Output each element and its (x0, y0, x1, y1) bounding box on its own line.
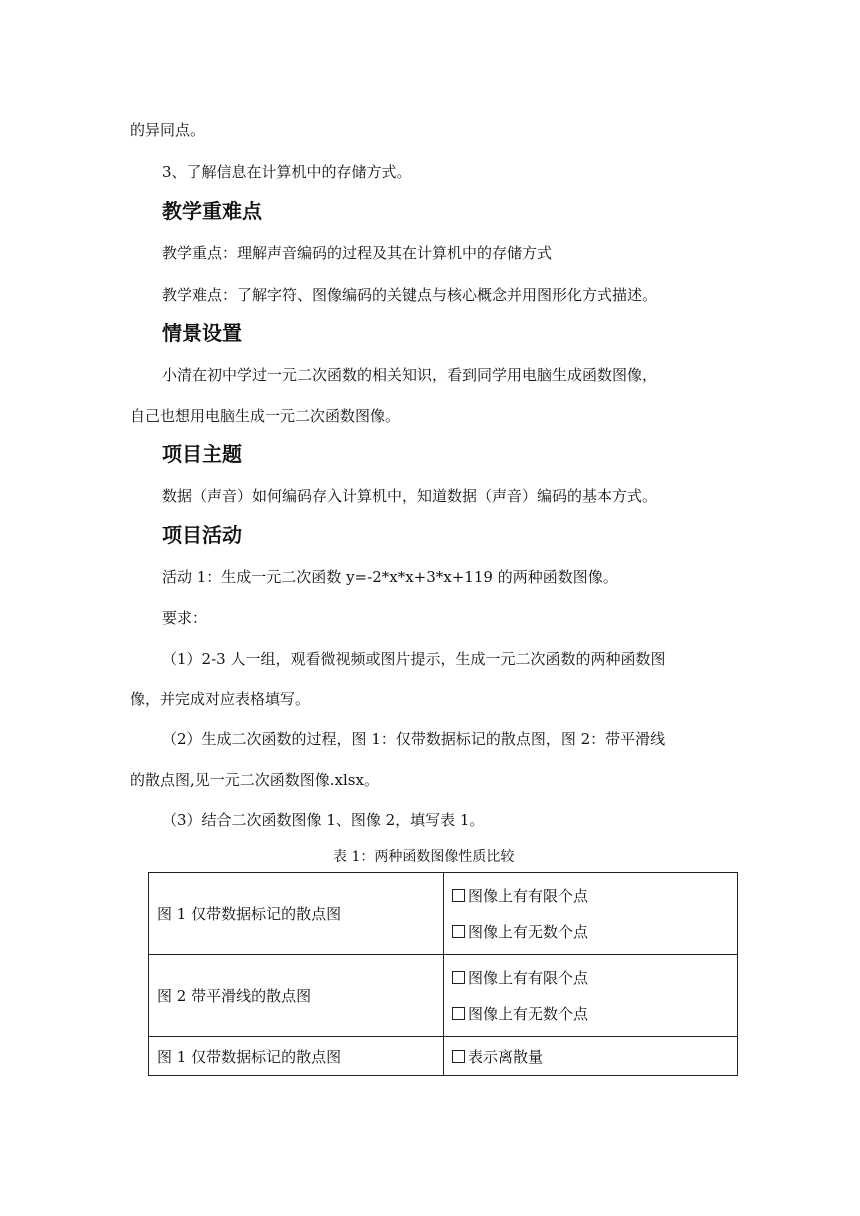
table-caption: 表 1：两种函数图像性质比较 (333, 849, 515, 865)
table-row (149, 1037, 738, 1076)
project-theme-text: 数据（声音）如何编码存入计算机中，知道数据（声音）编码的基本方式。 (162, 487, 658, 505)
row-label: 图 2 带平滑线的散点图 (149, 955, 444, 1037)
option (452, 914, 737, 950)
requirement-2-line-1: （2）生成二次函数的过程，图 1：仅带数据标记的散点图，图 2：带平滑线 (162, 730, 666, 748)
option (452, 960, 737, 996)
row-label: 图 1 仅带数据标记的散点图 (149, 873, 444, 955)
table-row (149, 873, 738, 955)
options-cell (444, 955, 738, 1037)
table-row (149, 955, 738, 1037)
option-label: 图像上有有限个点 (468, 969, 589, 987)
checkbox[interactable] (452, 971, 465, 984)
checkbox[interactable] (452, 889, 465, 902)
scenario-line-2: 自己也想用电脑生成一元二次函数图像。 (130, 407, 401, 425)
option-label: 图像上有无数个点 (468, 1005, 589, 1023)
activity-1: 活动 1：生成一元二次函数 y=-2*x*x+3*x+119 的两种函数图像。 (162, 568, 618, 586)
objective-3: 3、了解信息在计算机中的存储方式。 (162, 163, 412, 181)
requirement-1-line-1: （1）2-3 人一组，观看微视频或图片提示，生成一元二次函数的两种函数图 (162, 650, 666, 668)
requirement-2-line-2: 的散点图,见一元二次函数图像.xlsx。 (130, 771, 379, 789)
requirement-3: （3）结合二次函数图像 1、图像 2，填写表 1。 (162, 811, 485, 829)
option-label: 图像上有有限个点 (468, 887, 589, 905)
heading-scenario: 情景设置 (162, 321, 242, 345)
heading-project-theme: 项目主题 (162, 442, 242, 466)
teaching-focus: 教学重点：理解声音编码的过程及其在计算机中的存储方式 (162, 244, 553, 262)
checkbox[interactable] (452, 1050, 465, 1063)
option (452, 1038, 737, 1074)
requirement-1-line-2: 像，并完成对应表格填写。 (130, 690, 311, 708)
checkbox[interactable] (452, 1007, 465, 1020)
options-cell (444, 1037, 738, 1076)
row-label: 图 1 仅带数据标记的散点图 (149, 1037, 444, 1076)
requirements-label: 要求： (162, 609, 208, 627)
heading-key-difficulties: 教学重难点 (162, 199, 262, 223)
option (452, 878, 737, 914)
option-label: 图像上有无数个点 (468, 923, 589, 941)
teaching-difficulty: 教学难点：了解字符、图像编码的关键点与核心概念并用图形化方式描述。 (162, 286, 658, 304)
option-label: 表示离散量 (468, 1047, 544, 1066)
options-cell (444, 873, 738, 955)
scenario-line-1: 小清在初中学过一元二次函数的相关知识，看到同学用电脑生成函数图像， (162, 366, 658, 384)
option (452, 996, 737, 1032)
paragraph-continuation: 的异同点。 (130, 121, 206, 139)
heading-project-activity: 项目活动 (162, 523, 242, 547)
comparison-table (148, 872, 738, 1076)
checkbox[interactable] (452, 925, 465, 938)
